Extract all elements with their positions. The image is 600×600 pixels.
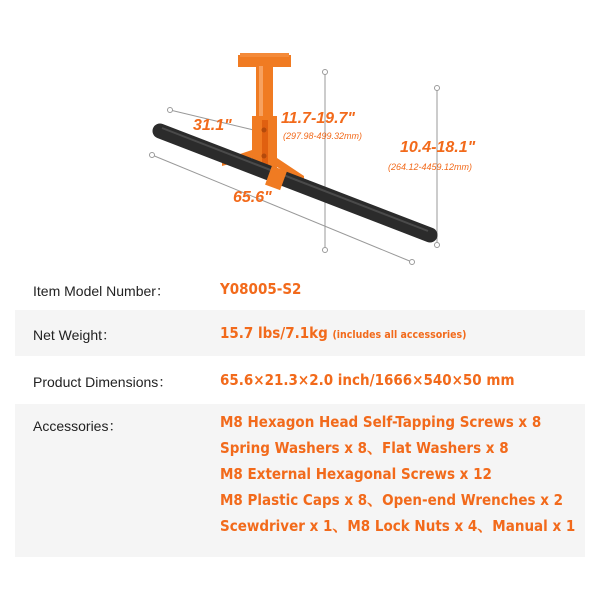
dimension-height-inner: 11.7-19.7" (281, 110, 356, 127)
accessory-item: Scewdriver x 1、M8 Lock Nuts x 4、Manual x 1 (220, 517, 576, 535)
product-figure (0, 0, 600, 275)
dimension-height-outer-mm: (264.12-4459.12mm) (388, 162, 473, 172)
specs-table (15, 268, 585, 557)
accessory-item: M8 Plastic Caps x 8、Open-end Wrenches x 2 (220, 491, 564, 509)
weight-value: 15.7 lbs/7.1kg (220, 324, 328, 342)
dimensions-label: Product Dimensions： (33, 374, 173, 390)
accessory-item: M8 External Hexagonal Screws x 12 (220, 465, 492, 483)
model-label: Item Model Number： (33, 283, 170, 299)
spec-row-accessories (15, 404, 585, 557)
weight-value-group (220, 324, 467, 342)
accessory-item: M8 Hexagon Head Self-Tapping Screws x 8 (220, 413, 542, 431)
dimension-height-outer: 10.4-18.1" (400, 139, 476, 156)
spec-row-model (15, 268, 585, 310)
dimensions-value: 65.6×21.3×2.0 inch/1666×540×50 mm (220, 371, 515, 389)
accessories-list (220, 409, 575, 539)
weight-label: Net Weight： (33, 327, 116, 343)
dimension-length: 65.6" (233, 189, 272, 206)
accessories-label: Accessories： (33, 418, 123, 434)
spec-row-weight (15, 310, 585, 356)
model-value: Y08005-S2 (220, 280, 302, 298)
accessory-item: Spring Washers x 8、Flat Washers x 8 (220, 439, 509, 457)
dimension-height-inner-mm: (297.98-499.32mm) (283, 131, 363, 141)
dimension-width: 31.1" (193, 117, 232, 134)
weight-note: (includes all accessories) (332, 329, 467, 341)
spec-row-dimensions (15, 356, 585, 404)
